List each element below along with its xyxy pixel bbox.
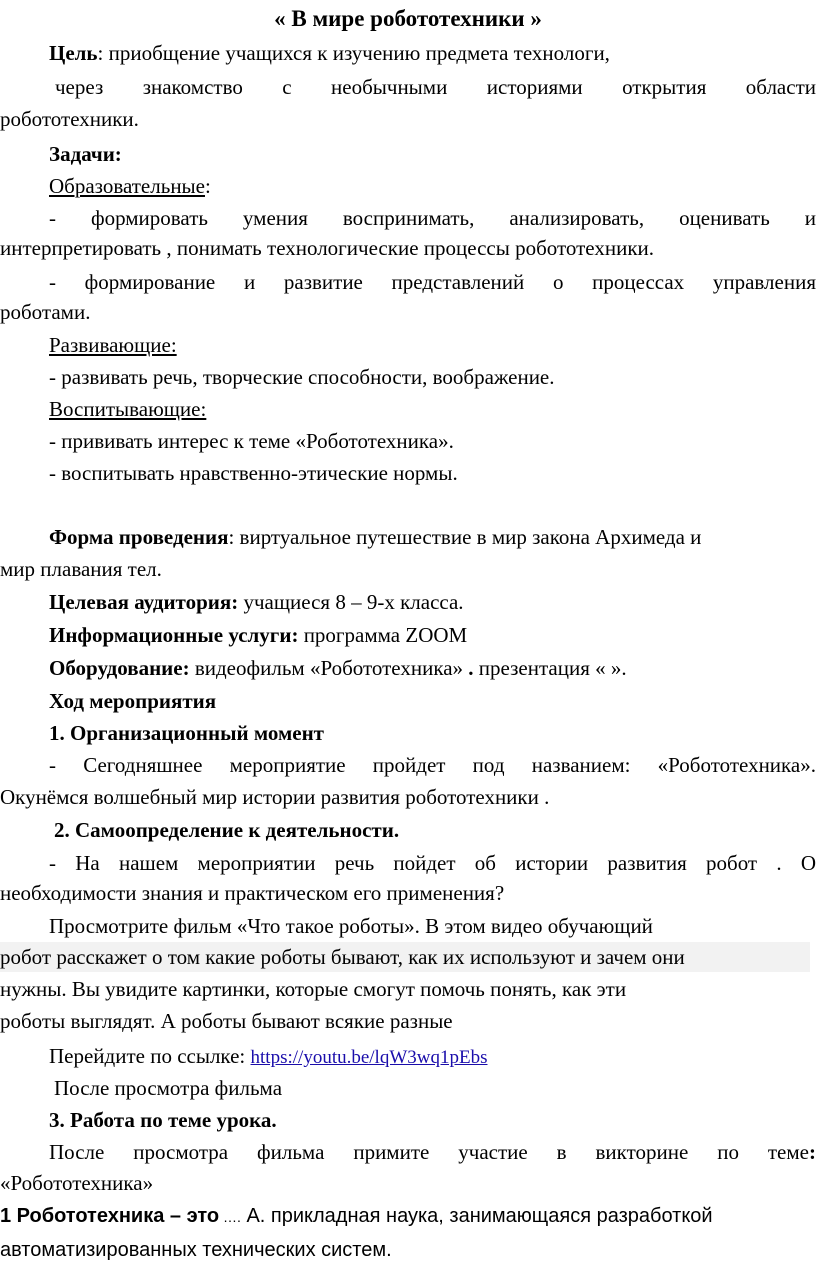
section-3-heading: 3. Работа по теме урока. (49, 1108, 277, 1132)
equipment-value-2: презентация « ». (473, 656, 627, 680)
equipment-label: Оборудование: (49, 656, 190, 680)
goal-line-3: робототехники. (0, 107, 139, 131)
educational-colon: : (204, 174, 211, 198)
section-1-line-2: Окунёмся волшебный мир истории развития робототехники . (0, 785, 550, 809)
quiz-question-1-line-2: автоматизированных технических систем. (0, 1239, 392, 1261)
section-2-heading: 2. Самоопределение к деятельности. (54, 818, 400, 842)
services-label: Информационные услуги: (49, 623, 299, 647)
educational-item-2-line-2: роботами. (0, 300, 91, 324)
section-2-line-2: необходимости знания и практическом его применения? (0, 881, 505, 905)
form-text-1: : виртуальное путешествие в мир закона Архимеда и (228, 525, 702, 549)
upbringing-item-1: - прививать интерес к теме «Робототехника». (49, 429, 454, 453)
educational-item-2-line-1: - формирование и развитие представлений о процессах управления (49, 270, 816, 294)
quiz-answer-1: А. прикладная наука, занимающаяся разработкой (240, 1205, 713, 1227)
educational-item-1-line-1: - формировать умения воспринимать, анализировать, оценивать и (49, 206, 816, 230)
developing-item-1: - развивать речь, творческие способности, воображение. (49, 365, 555, 389)
upbringing-item-2: - воспитывать нравственно-этические нормы. (49, 461, 458, 485)
audience-label: Целевая аудитория: (49, 590, 239, 614)
section-3-line-2: «Робототехника» (0, 1171, 154, 1195)
form-label: Форма проведения (49, 525, 229, 549)
film-line-3: нужны. Вы увидите картинки, которые смогут помочь понять, как эти (0, 977, 627, 1001)
section-3-text-1: После просмотра фильма примите участие в викторине по теме (49, 1140, 809, 1164)
after-film-line: После просмотра фильма (54, 1076, 283, 1100)
educational-item-1-line-2: интерпретировать , понимать технологические процессы робототехники. (0, 236, 655, 260)
quiz-question-1-dots: …. (219, 1209, 241, 1225)
youtube-link[interactable]: https://youtu.be/lqW3wq1pEbs (250, 1047, 488, 1068)
upbringing-label: Воспитывающие: (49, 397, 207, 421)
section-1-heading: 1. Организационный момент (49, 721, 324, 745)
equipment-dot: . (468, 656, 474, 680)
goal-line-1 (49, 38, 816, 68)
link-line (49, 1041, 816, 1073)
equipment-value-1: видеофильм «Робототехника» (189, 656, 469, 680)
quiz-question-1-line-1 (0, 1201, 816, 1232)
audience-line (49, 587, 816, 617)
section-3-colon: : (809, 1140, 816, 1164)
equipment-line (49, 653, 816, 683)
form-line-2: мир плавания тел. (0, 557, 162, 581)
form-line-1 (49, 522, 816, 552)
goal-text-1: : приобщение учащихся к изучению предмета технологи, (97, 41, 610, 65)
section-3-line-1 (49, 1137, 816, 1167)
goal-label: Цель (49, 41, 98, 65)
services-line (49, 620, 816, 650)
section-1-line-1: - Сегодняшнее мероприятие пройдет под названием: «Робототехника». (49, 753, 816, 777)
link-label: Перейдите по ссылке: (49, 1044, 251, 1068)
educational-label-line (49, 171, 816, 201)
educational-label: Образовательные (49, 174, 205, 198)
film-line-4: роботы выглядят. А роботы бывают всякие разные (0, 1009, 453, 1033)
services-value: программа ZOOM (298, 623, 468, 647)
film-line-2: робот расскажет о том какие роботы бывают, как их используют и зачем они (0, 942, 810, 972)
developing-label: Развивающие: (49, 333, 177, 357)
goal-line-2: через знакомство с необычными историями открытия области (55, 75, 816, 99)
section-2-line-1: - На нашем мероприятии речь пойдет об истории развития робот . О (49, 851, 816, 875)
course-heading: Ход мероприятия (49, 689, 217, 713)
quiz-question-1-label: 1 Робототехника – это (0, 1205, 220, 1227)
audience-value: учащиеся 8 – 9-х класса. (238, 590, 464, 614)
page-title: « В мире робототехники » (274, 6, 542, 31)
film-line-1: Просмотрите фильм «Что такое роботы». В этом видео обучающий (49, 914, 653, 938)
tasks-heading: Задачи: (49, 142, 122, 166)
